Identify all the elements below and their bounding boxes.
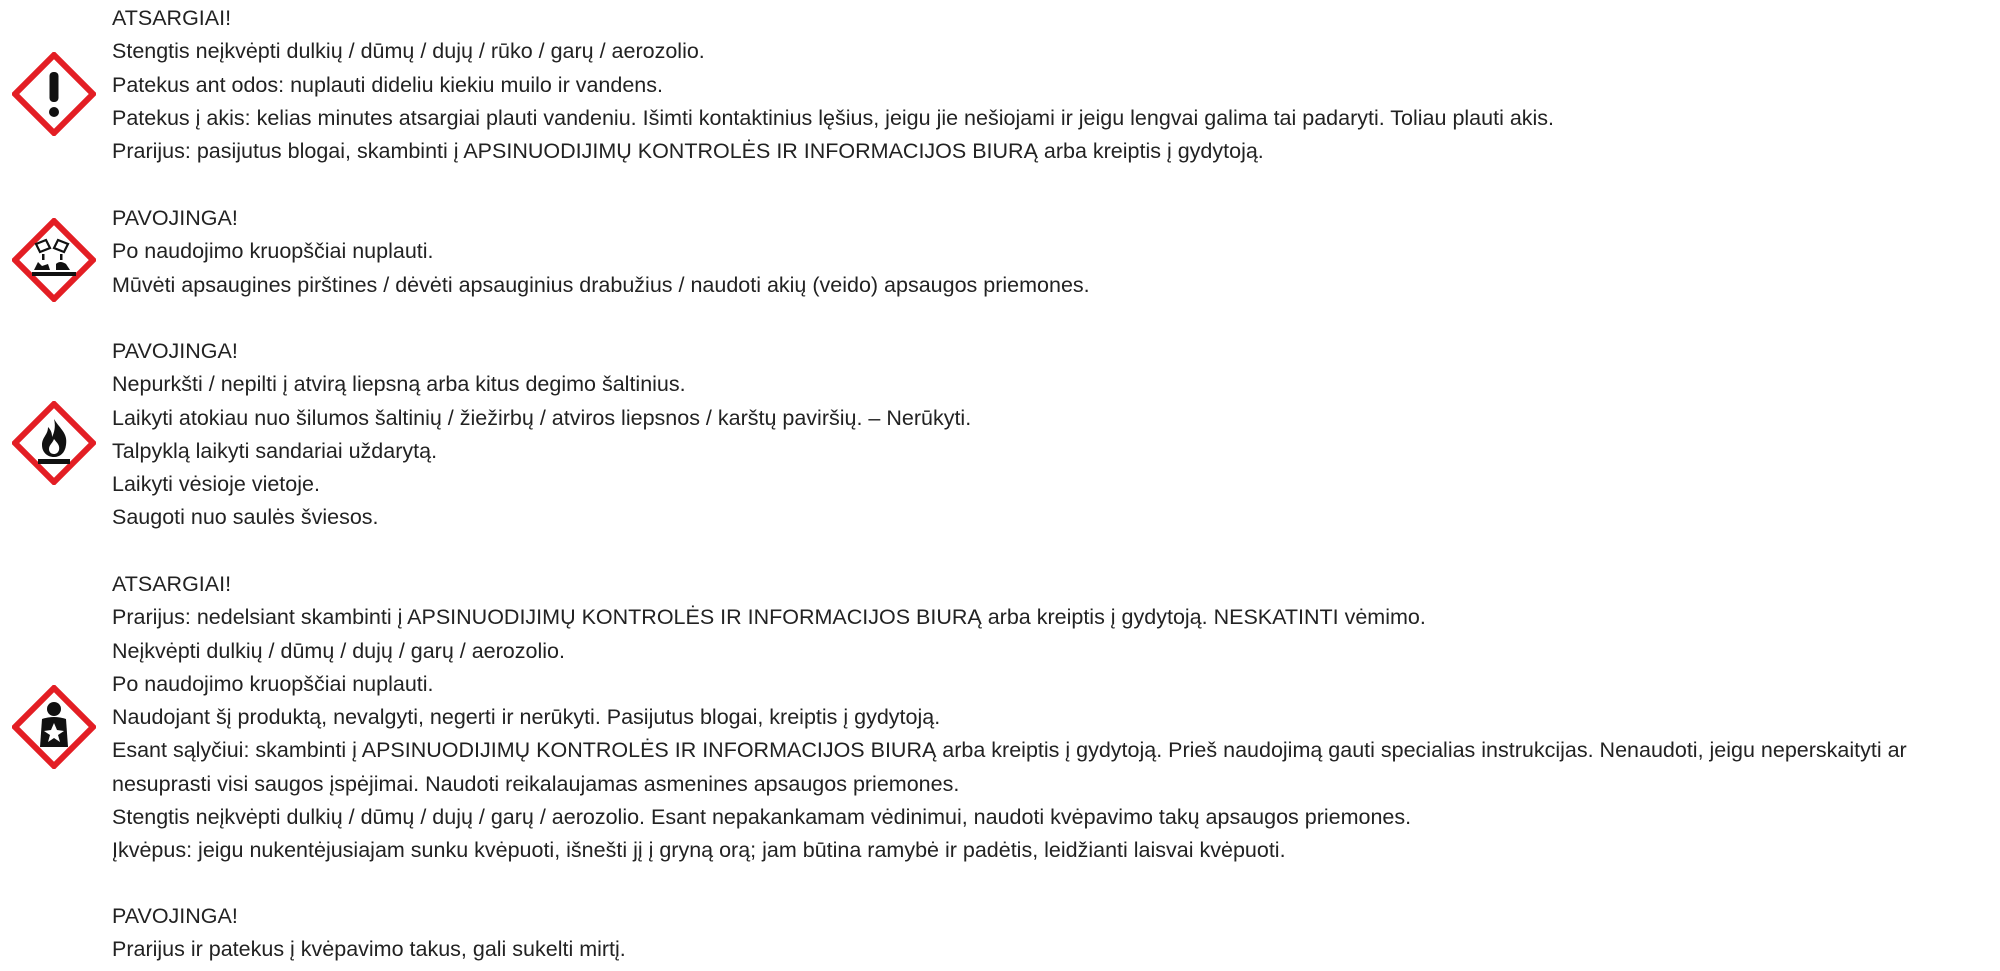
section-heading: ATSARGIAI!: [112, 6, 232, 30]
section-heading: PAVOJINGA!: [112, 904, 238, 928]
precaution-line: Patekus į akis: kelias minutes atsargiai plauti vandeniu. Išimti kontaktinius lęšius, jeigu jie nešiojami ir jeigu lengvai galima tai padaryti. Toliau plauti akis.: [112, 105, 1555, 130]
precaution-line: Laikyti atokiau nuo šilumos šaltinių / žiežirbų / atviros liepsnos / karštų paviršių. – Nerūkyti.: [112, 405, 972, 430]
corrosion-hazard-icon: [12, 218, 96, 302]
precaution-line: Po naudojimo kruopščiai nuplauti.: [112, 239, 434, 264]
precaution-line: Prarijus: pasijutus blogai, skambinti į APSINUODIJIMŲ KONTROLĖS IR INFORMACIJOS BIURĄ arba kreiptis į gydytoją.: [112, 139, 1264, 164]
section-heading: PAVOJINGA!: [112, 206, 238, 230]
precaution-line: Talpyklą laikyti sandariai uždarytą.: [112, 438, 438, 463]
precaution-line: Stengtis neįkvėpti dulkių / dūmų / dujų / rūko / garų / aerozolio.: [112, 39, 705, 64]
section-heading: PAVOJINGA!: [112, 339, 238, 363]
precaution-line: Stengtis neįkvėpti dulkių / dūmų / dujų / garų / aerozolio. Esant nepakankamam vėdinimui, naudoti kvėpavimo takų apsaugos priemones.: [112, 805, 1412, 830]
precaution-line: Prarijus ir patekus į kvėpavimo takus, gali sukelti mirtį.: [112, 937, 626, 962]
precaution-line: Nepurkšti / nepilti į atvirą liepsną arba kitus degimo šaltinius.: [112, 372, 686, 397]
precaution-line: Įkvėpus: jeigu nukentėjusiajam sunku kvėpuoti, išnešti jį į gryną orą; jam būtina ramybė ir padėtis, leidžianti laisvai kvėpuoti.: [112, 838, 1286, 863]
precaution-line: Esant sąlyčiui: skambinti į APSINUODIJIMŲ KONTROLĖS IR INFORMACIJOS BIURĄ arba kreiptis į gydytoją. Prieš naudojimą gauti specialias instrukcijas. Nenaudoti, jeigu neperskaityti ar nesuprasti visi saugos įspėjimai. Naudoti reikalaujamas asmenines apsaugos priemones.: [112, 738, 1907, 796]
health-hazard-icon: [12, 685, 96, 769]
exclamation-mark-hazard-icon: [12, 52, 96, 136]
precaution-line: Patekus ant odos: nuplauti dideliu kiekiu muilo ir vandens.: [112, 72, 663, 97]
precaution-line: Prarijus: nedelsiant skambinti į APSINUODIJIMŲ KONTROLĖS IR INFORMACIJOS BIURĄ arba kreiptis į gydytoją. NESKATINTI vėmimo.: [112, 605, 1426, 630]
precaution-line: Mūvėti apsaugines pirštines / dėvėti apsauginius drabužius / naudoti akių (veido) apsaugos priemones.: [112, 272, 1090, 297]
precaution-line: Saugoti nuo saulės šviesos.: [112, 505, 379, 530]
precaution-line: Po naudojimo kruopščiai nuplauti.: [112, 671, 434, 696]
precaution-line: Laikyti vėsioje vietoje.: [112, 472, 320, 497]
precaution-line: Naudojant šį produktą, nevalgyti, negerti ir nerūkyti. Pasijutus blogai, kreiptis į gydytoją.: [112, 705, 941, 730]
section-heading: ATSARGIAI!: [112, 572, 232, 596]
flame-hazard-icon: [12, 401, 96, 485]
precaution-line: Neįkvėpti dulkių / dūmų / dujų / garų / aerozolio.: [112, 638, 565, 663]
